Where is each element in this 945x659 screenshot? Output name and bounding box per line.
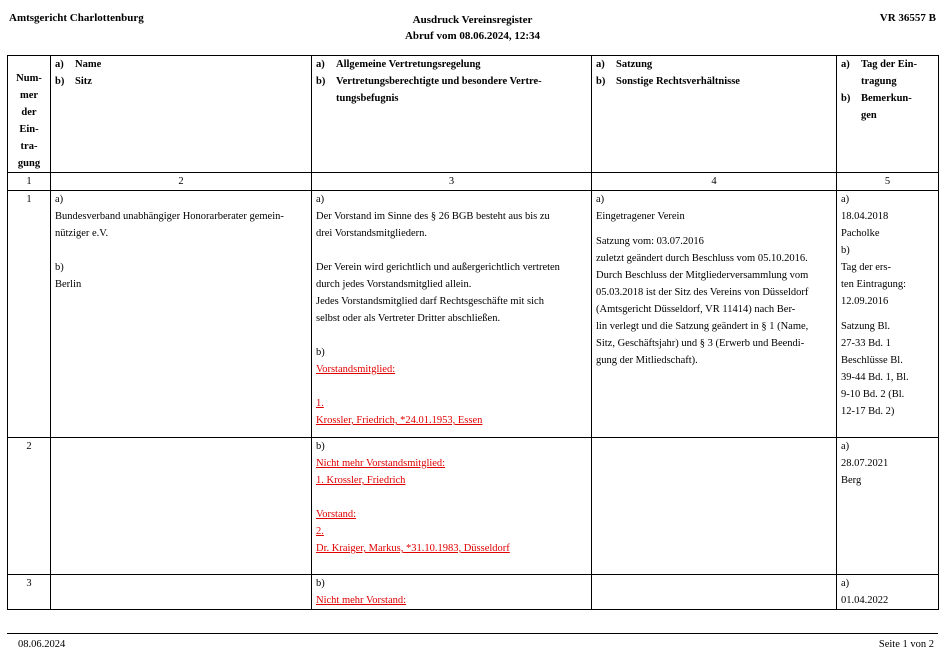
remark-text: Tag der ers- <box>841 262 891 273</box>
statute-text: (Amtsgericht Düsseldorf, VR 11414) nach Ber- <box>596 304 796 315</box>
register-table <box>7 55 939 610</box>
header-other-legal-relations: Sonstige Rechtsverhältnisse <box>616 76 740 87</box>
label-b: b) <box>316 578 325 589</box>
entry-statutes <box>592 575 837 610</box>
header-remarks: Bemerkun- <box>861 93 912 104</box>
header-entry-date-cont: tragung <box>861 76 897 87</box>
remark-text: 12.09.2016 <box>841 296 889 307</box>
header-authorized-representatives: Vertretungsberechtigte und besondere Vertre- <box>336 76 542 87</box>
remark-text: 39-44 Bd. 1, Bl. <box>841 372 909 383</box>
label-b: b) <box>316 347 325 358</box>
entry-number: 1 <box>8 191 51 438</box>
association-seat: Berlin <box>55 279 82 290</box>
label-a: a) <box>596 59 605 70</box>
entry-representation <box>312 575 592 610</box>
entry-date-remarks <box>837 191 939 438</box>
entry-representation <box>312 438 592 575</box>
header-nr-line: gung <box>17 158 41 169</box>
entry-name-seat <box>51 438 312 575</box>
label-b: b) <box>316 76 326 87</box>
label-b: b) <box>316 441 325 452</box>
column-number: 1 <box>8 173 51 191</box>
entry-date-remarks <box>837 575 939 610</box>
label-a: a) <box>55 59 64 70</box>
statute-text: Durch Beschluss der Mitgliederversammlung vom <box>596 270 809 281</box>
board-member-number: 1. <box>316 398 324 409</box>
entry-number: 2 <box>8 438 51 575</box>
board-member-person: Dr. Kraiger, Markus, *31.10.1983, Düsseldorf <box>316 543 510 554</box>
statute-text: Satzung vom: 03.07.2016 <box>596 236 704 247</box>
clerk-name: Pacholke <box>841 228 880 239</box>
header-remarks-cont: gen <box>861 110 877 121</box>
statute-text: gung der Mitliedschaft). <box>596 355 698 366</box>
label-a: a) <box>316 59 325 70</box>
statute-text: lin verlegt und die Satzung geändert in § 1 (Name, <box>596 321 809 332</box>
register-number: VR 36557 B <box>879 12 936 24</box>
entry-date: 01.04.2022 <box>841 595 889 606</box>
label-b: b) <box>841 245 850 256</box>
title: Ausdruck Vereinsregister <box>412 14 533 26</box>
header-date-remarks <box>837 56 939 173</box>
entry-number: 3 <box>8 575 51 610</box>
entry-row <box>8 191 939 438</box>
header-nr-line: Ein- <box>19 124 39 135</box>
header-nr-line: Num- <box>16 73 42 84</box>
header-statutes <box>592 56 837 173</box>
remark-text: ten Eintragung: <box>841 279 907 290</box>
label-a: a) <box>841 578 850 589</box>
representation-text: drei Vorstandsmitgliedern. <box>316 228 428 239</box>
association-name: Bundesverband unabhängiger Honorarberater gemein- <box>55 211 284 222</box>
representation-text: Der Vorstand im Sinne des § 26 BGB besteht aus bis zu <box>316 211 550 222</box>
statute-text: Sitz, Geschäftsjahr) und § 3 (Erwerb und Beendi- <box>596 338 805 349</box>
column-number: 4 <box>592 173 837 191</box>
representation-text: durch jedes Vorstandsmitglied allein. <box>316 279 472 290</box>
label-b: b) <box>596 76 606 87</box>
header-nr-line: tra- <box>20 141 38 152</box>
header-general-representation: Allgemeine Vertretungsregelung <box>336 59 481 70</box>
board-member-number: 2. <box>316 526 324 537</box>
former-member-person: 1. Krossler, Friedrich <box>316 475 406 486</box>
remark-text: Beschlüsse Bl. <box>841 355 903 366</box>
header-representation <box>312 56 592 173</box>
document-title <box>0 12 945 44</box>
entry-date: 18.04.2018 <box>841 211 889 222</box>
statute-text: zuletzt geändert durch Beschluss vom 05.10.2016. <box>596 253 808 264</box>
label-a: a) <box>841 194 850 205</box>
remark-text: Satzung Bl. <box>841 321 890 332</box>
entry-statutes <box>592 191 837 438</box>
label-a: a) <box>841 59 850 70</box>
label-b: b) <box>55 262 64 273</box>
label-b: b) <box>841 93 851 104</box>
representation-text: selbst oder als Vertreter Dritter abschließen. <box>316 313 501 324</box>
representation-text: Der Verein wird gerichtlich und außergerichtlich vertreten <box>316 262 560 273</box>
page-number: Seite 1 von 2 <box>878 639 934 650</box>
remark-text: 9-10 Bd. 2 (Bl. <box>841 389 905 400</box>
entry-statutes <box>592 438 837 575</box>
clerk-name: Berg <box>841 475 862 486</box>
former-board-heading: Nicht mehr Vorstand: <box>316 595 407 606</box>
column-number: 3 <box>312 173 592 191</box>
column-header-row <box>8 56 939 173</box>
column-number-row <box>8 173 939 191</box>
header-nr-line: der <box>21 107 37 118</box>
header-nr-line: mer <box>19 90 39 101</box>
entry-row <box>8 575 939 610</box>
court-name: Amtsgericht Charlottenburg <box>9 12 144 24</box>
representation-text: Jedes Vorstandsmitglied darf Rechtsgeschäfte mit sich <box>316 296 544 307</box>
header-name-seat <box>51 56 312 173</box>
header-entry-date: Tag der Ein- <box>861 59 918 70</box>
statute-text: 05.03.2018 ist der Sitz des Vereins von Düsseldorf <box>596 287 809 298</box>
label-a: a) <box>55 194 64 205</box>
label-a: a) <box>841 441 850 452</box>
remark-text: 12-17 Bd. 2) <box>841 406 895 417</box>
header-entry-number <box>8 56 51 173</box>
column-number: 2 <box>51 173 312 191</box>
remark-text: 27-33 Bd. 1 <box>841 338 891 349</box>
footer-date: 08.06.2024 <box>18 639 66 650</box>
retrieval-date: Abruf vom 08.06.2024, 12:34 <box>404 30 541 42</box>
entry-name-seat <box>51 575 312 610</box>
entry-representation <box>312 191 592 438</box>
association-name-cont: nütziger e.V. <box>55 228 109 239</box>
entry-date: 28.07.2021 <box>841 458 889 469</box>
entry-row <box>8 438 939 575</box>
header-name: Name <box>75 59 102 70</box>
header-statute: Satzung <box>616 59 653 70</box>
label-a: a) <box>596 194 605 205</box>
label-a: a) <box>316 194 325 205</box>
footer-divider <box>7 633 938 634</box>
former-member-heading: Nicht mehr Vorstandsmitglied: <box>316 458 446 469</box>
header-authorized-representatives-cont: tungsbefugnis <box>336 93 399 104</box>
board-member-heading: Vorstandsmitglied: <box>316 364 396 375</box>
legal-form: Eingetragener Verein <box>596 211 685 222</box>
entry-name-seat <box>51 191 312 438</box>
column-number: 5 <box>837 173 939 191</box>
header-seat: Sitz <box>75 76 92 87</box>
board-member-person: Krossler, Friedrich, *24.01.1953, Essen <box>316 415 483 426</box>
label-b: b) <box>55 76 65 87</box>
entry-date-remarks <box>837 438 939 575</box>
board-heading: Vorstand: <box>316 509 357 520</box>
